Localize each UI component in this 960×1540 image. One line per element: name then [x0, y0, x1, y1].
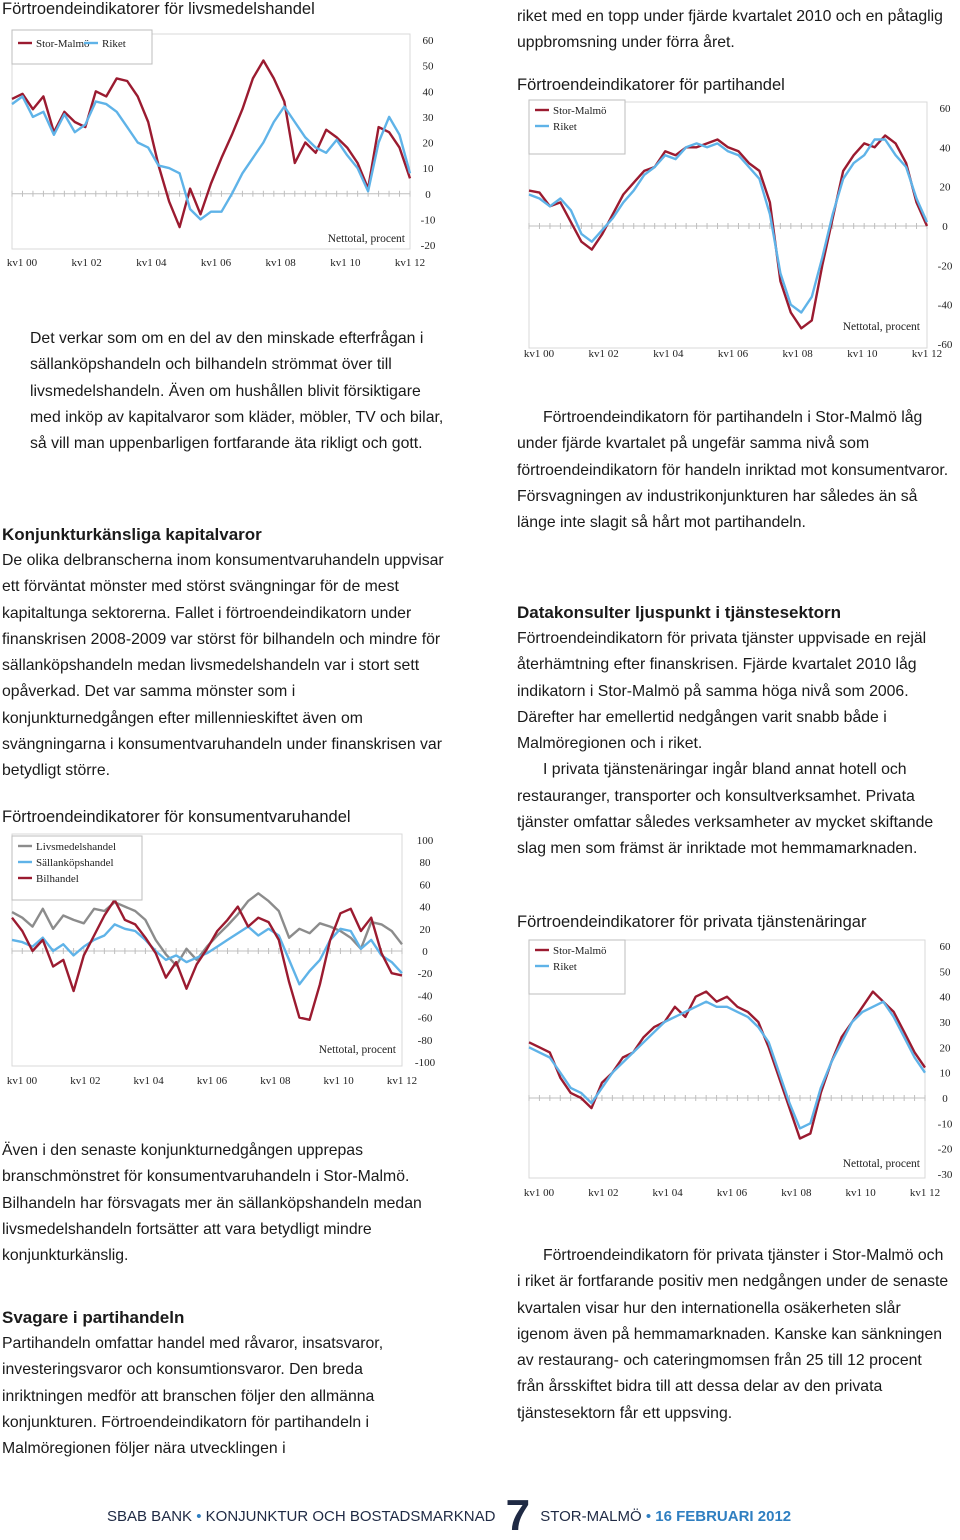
y-tick-label: 20	[422, 137, 434, 150]
y-tick-label: -10	[420, 214, 436, 227]
y-tick-label: 60	[419, 879, 431, 892]
y-tick-label: 60	[939, 941, 951, 953]
x-tick-label: kv1 12	[386, 1075, 418, 1087]
food-chart-title: Förtroendeindikatorer för livsmedelshandel	[2, 0, 315, 18]
x-tick-label: kv1 08	[781, 1187, 812, 1199]
x-tick-label: kv1 08	[260, 1075, 291, 1087]
paragraph-branschmonster: Även i den senaste konjunkturnedgången upprepas branschmönstret för konsumentvaruhandeln i Stor-Malmö. Bilhandeln har försvagats mer än sällanköpshandeln medan livsmedelshandeln fortsätter att vara betydligt mindre konjunkturkänslig.	[2, 1142, 422, 1265]
y-tick-label: 60	[939, 103, 951, 115]
x-tick-label: kv1 08	[265, 257, 296, 269]
y-tick-label: -60	[417, 1012, 433, 1025]
x-tick-label: kv1 00	[523, 1187, 555, 1199]
y-tick-label: 0	[942, 1093, 948, 1105]
x-tick-label: kv1 00	[6, 257, 38, 269]
legend-label: Riket	[553, 961, 577, 973]
x-tick-label: kv1 10	[845, 1187, 876, 1199]
x-tick-label: kv1 04	[653, 348, 684, 360]
right-paragraph-1	[517, 405, 957, 536]
wholesale-chart-title: Förtroendeindikatorer för partihandel	[517, 76, 785, 94]
x-tick-label: kv1 10	[323, 1075, 354, 1087]
y-tick-label: 50	[422, 60, 434, 73]
legend-label: Riket	[102, 38, 126, 50]
y-tick-label: 0	[422, 946, 428, 958]
consumer-chart-title: Förtroendeindikatorer för konsumentvaruhandel	[2, 808, 351, 826]
plot-frame	[12, 34, 410, 249]
y-tick-label: 10	[422, 163, 434, 176]
right-paragraph-4	[517, 1243, 949, 1427]
wholesale-chart	[515, 96, 960, 370]
y-tick-label: 0	[942, 221, 948, 233]
x-tick-label: kv1 06	[716, 1187, 748, 1199]
paragraph-riket-topp: riket med en topp under fjärde kvartalet 2010 och en påtaglig uppbromsning under förra året.	[517, 8, 943, 52]
x-tick-label: kv1 06	[200, 257, 232, 269]
y-tick-label: 40	[939, 991, 951, 1004]
x-tick-label: kv1 06	[717, 348, 749, 360]
footer	[107, 1482, 792, 1540]
food-chart	[0, 20, 460, 290]
paragraph-restaurangmoms: Förtroendeindikatorn för privata tjänster i Stor-Malmö och i riket är fortfarande positiv men nedgången under de senaste kvartalen visar hur den internationella osäkerheten slår igenom även på hemmamarknaden. Kanske kan sänkningen av restaurang- och cateringmomsen från 25 till 12 procent från årsskiftet bidra till att dessa delar av den privata tjänstesektorn får ett uppsving.	[517, 1247, 949, 1422]
y-tick-label: -30	[937, 1169, 953, 1181]
legend-label: Riket	[553, 121, 577, 133]
x-tick-label: kv1 04	[136, 257, 167, 269]
y-tick-label: 20	[939, 1042, 951, 1055]
x-tick-label: kv1 12	[909, 1187, 941, 1199]
x-tick-label: kv1 02	[70, 1075, 101, 1087]
series-line-stor-malmö	[529, 992, 925, 1139]
x-tick-label: kv1 04	[652, 1187, 683, 1199]
footer-separator-2: •	[645, 1508, 652, 1525]
legend-label: Stor-Malmö	[553, 105, 607, 117]
paragraph-livsmedel: Det verkar som om en del av den minskade efterfrågan i sällanköpshandeln och bilhandeln strömmat över till livsmedelshandeln. Även om hushållen blivit försiktigare med inköp av kapitalvaror som kläder, möbler, TV och bilar, så vill man uppenbarligen fortfarande äta rikligt och gott.	[30, 330, 444, 453]
paragraph-kapitalvaror: De olika delbranscherna inom konsumentvaruhandeln uppvisar ett förväntat mönster med störst svängningar för de mest kapitaltunga sektorerna. Fallet i förtroendeindikatorn under finanskrisen 2008-2009 var störst för bilhandeln och mindre för sällanköpshandeln medan livsmedelshandeln var i stort sett opåverkad. Det var samma mönster som i konjunkturnedgången efter millennieskiftet även om svängningarna i konsumentvaruhandeln under finanskrisen var betydligt större.	[2, 552, 444, 780]
left-paragraph-1	[30, 326, 450, 457]
paragraph-tjanstenaringar: I privata tjänstenäringar ingår bland annat hotell och restauranger, transporter och konsultverksamhet. Privata tjänster omfattar således verksamheter av mycket skiftande slag men som främst är inriktade mot hemmamarknaden.	[517, 761, 934, 858]
y-tick-label: -20	[937, 260, 953, 273]
y-tick-label: 0	[425, 188, 431, 201]
series-line-stor-malmö	[529, 136, 927, 329]
y-tick-label: 100	[416, 835, 434, 847]
y-tick-label: -10	[937, 1118, 953, 1131]
x-tick-label: kv1 12	[911, 348, 943, 360]
y-tick-label: 40	[422, 86, 434, 99]
y-tick-label: -20	[417, 968, 433, 981]
heading-datakonsulter: Datakonsulter ljuspunkt i tjänstesektorn	[517, 603, 842, 622]
unit-label: Nettotal, procent	[842, 1158, 920, 1170]
services-chart-title: Förtroendeindikatorer för privata tjänstenäringar	[517, 913, 867, 931]
legend-label: Livsmedelshandel	[36, 841, 117, 853]
x-tick-label: kv1 00	[523, 348, 555, 360]
y-tick-label: -40	[937, 299, 953, 312]
legend-label: Stor-Malmö	[36, 38, 90, 50]
paragraph-privata-tjanster: Förtroendeindikatorn för privata tjänster uppvisade en rejäl återhämtning efter finanskrisen. Fjärde kvartalet 2010 låg indikatorn i Stor-Malmö på samma höga nivå som 2006. Därefter har emellertid nedgången varit snabb både i Malmöregionen och i riket.	[517, 630, 927, 753]
y-tick-label: 50	[939, 966, 951, 979]
footer-report-name: KONJUNKTUR OCH BOSTADSMARKNAD	[205, 1508, 496, 1525]
x-tick-label: kv1 02	[588, 1187, 619, 1199]
series-line-riket	[12, 96, 410, 219]
left-section-partihandel	[2, 1305, 434, 1462]
x-tick-label: kv1 10	[330, 257, 361, 269]
y-tick-label: 10	[939, 1067, 951, 1080]
series-line-riket	[529, 1002, 925, 1129]
series-line-stor-malmö	[12, 61, 410, 228]
x-tick-label: kv1 02	[588, 348, 619, 360]
unit-label: Nettotal, procent	[318, 1044, 396, 1056]
y-tick-label: 80	[419, 857, 431, 870]
footer-brand: SBAB BANK	[107, 1508, 193, 1525]
x-tick-label: kv1 10	[847, 348, 878, 360]
y-tick-label: -40	[417, 990, 433, 1003]
heading-partihandel: Svagare i partihandeln	[2, 1308, 185, 1327]
x-tick-label: kv1 12	[394, 257, 426, 269]
left-section-kapitalvaror	[2, 522, 450, 785]
y-tick-label: -100	[414, 1057, 436, 1069]
y-tick-label: -80	[417, 1034, 433, 1047]
y-tick-label: 30	[422, 111, 434, 124]
left-paragraph-3	[2, 1138, 442, 1269]
y-tick-label: 40	[419, 901, 431, 914]
consumer-chart	[0, 828, 460, 1100]
unit-label: Nettotal, procent	[327, 233, 405, 245]
paragraph-partihandel: Partihandeln omfattar handel med råvaror, insatsvaror, investeringsvaror och konsumtionsvaror. Den breda inriktningen medför att branschen följer den allmänna konjunkturen. Förtroendeindikatorn för partihandeln i Malmöregionen följer nära utvecklingen i	[2, 1335, 384, 1458]
y-tick-label: 30	[939, 1017, 951, 1029]
x-tick-label: kv1 04	[133, 1075, 164, 1087]
heading-kapitalvaror: Konjunkturkänsliga kapitalvaror	[2, 525, 262, 544]
services-chart	[515, 934, 960, 1204]
y-tick-label: 60	[422, 35, 434, 47]
footer-separator: •	[196, 1508, 202, 1525]
x-tick-label: kv1 08	[782, 348, 813, 360]
page-number: 7	[505, 1491, 531, 1540]
y-tick-label: 20	[939, 181, 951, 194]
footer-region: STOR-MALMÖ	[540, 1508, 642, 1525]
right-paragraph-0	[517, 4, 957, 57]
x-tick-label: kv1 02	[71, 257, 102, 269]
y-tick-label: 40	[939, 142, 951, 155]
right-section-datakonsulter	[517, 600, 959, 863]
legend-label: Bilhandel	[36, 873, 79, 885]
y-tick-label: 20	[419, 923, 431, 936]
x-tick-label: kv1 00	[6, 1075, 38, 1087]
legend-label: Sällanköpshandel	[36, 857, 114, 869]
x-tick-label: kv1 06	[196, 1075, 228, 1087]
footer-issue-date: 16 FEBRUARI 2012	[655, 1508, 792, 1525]
legend-label: Stor-Malmö	[553, 945, 607, 957]
y-tick-label: -20	[420, 240, 436, 252]
paragraph-partihandel-malmo: Förtroendeindikatorn för partihandeln i Stor-Malmö låg under fjärde kvartalet på ungefär samma nivå som förtroendeindikatorn för handeln inriktad mot konsumentvaror. Försvagningen av industrikonjunkturen har således än så länge inte slagit så hårt mot partihandeln.	[517, 409, 949, 532]
unit-label: Nettotal, procent	[842, 321, 920, 333]
y-tick-label: -20	[937, 1143, 953, 1156]
y-tick-label: -60	[937, 339, 953, 351]
